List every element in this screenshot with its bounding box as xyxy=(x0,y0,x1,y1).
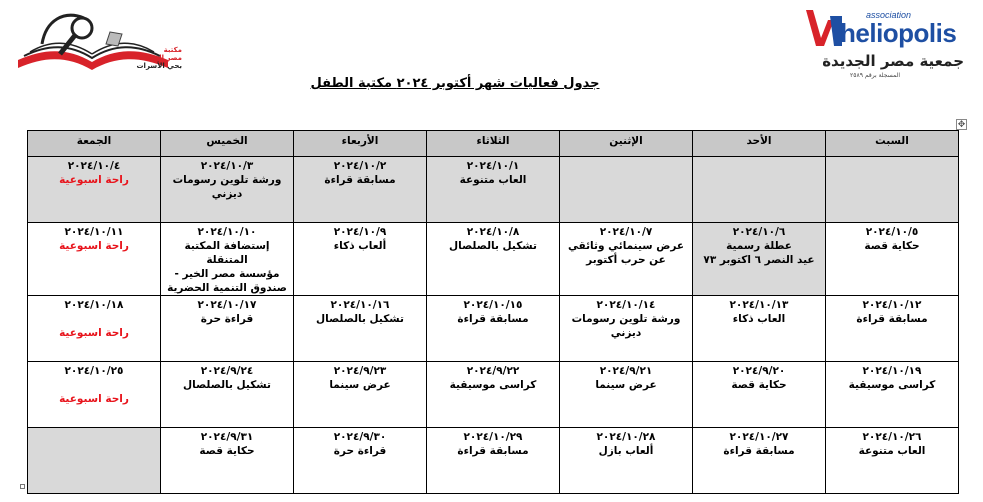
weekly-rest-label xyxy=(31,312,157,326)
cell-date: ٢٠٢٤/١٠/٧ xyxy=(599,226,653,238)
cell-date: ٢٠٢٤/١٠/٣ xyxy=(200,160,254,172)
activity-label: ألعاب بازل xyxy=(598,445,654,457)
activity-label: مسابقة قراءة xyxy=(457,313,529,325)
cell-date: ٢٠٢٤/١٠/١٣ xyxy=(729,299,789,311)
day-cell xyxy=(28,157,161,223)
activity-label: حكاية قصة xyxy=(864,240,920,252)
activity-label: تشكيل بالصلصال xyxy=(183,379,271,391)
day-cell xyxy=(693,223,826,296)
day-cell xyxy=(28,428,161,494)
cell-date: ٢٠٢٤/١٠/٢٨ xyxy=(596,431,656,443)
book-pen-icon xyxy=(10,4,182,84)
cell-date: ٢٠٢٤/١٠/١٥ xyxy=(463,299,523,311)
cell-date: ٢٠٢٤/١٠/٥ xyxy=(865,226,919,238)
weekly-rest-label: راحة اسبوعية xyxy=(59,240,129,252)
day-cell xyxy=(294,362,427,428)
cell-date: ٢٠٢٤/١٠/٢٩ xyxy=(463,431,523,443)
activity-label: العاب متنوعة xyxy=(858,445,926,457)
logo-left-line2: مصر الجديدة xyxy=(139,54,182,62)
activity-label: عرض سينما xyxy=(329,379,391,391)
cell-date: ٢٠٢٤/٩/٢١ xyxy=(599,365,653,377)
day-cell xyxy=(427,428,560,494)
cell-date: ٢٠٢٤/٩/٢٤ xyxy=(200,365,254,377)
logo-association-text: association xyxy=(866,10,912,20)
activity-label: ألعاب ذكاء xyxy=(333,240,387,252)
cell-date: ٢٠٢٤/١٠/١٤ xyxy=(596,299,656,311)
weekly-rest-label: راحة اسبوعية xyxy=(59,327,129,339)
cell-date: ٢٠٢٤/١٠/١٨ xyxy=(64,299,124,311)
logo-registration: المسجلة برقم ٢٥٨٩ xyxy=(850,72,900,79)
day-cell xyxy=(560,362,693,428)
day-cell xyxy=(161,362,294,428)
day-cell xyxy=(826,157,959,223)
activity-label: إستضافة المكتبة المتنقلة xyxy=(184,240,270,266)
week-row xyxy=(28,428,959,494)
cell-date: ٢٠٢٤/١٠/١٦ xyxy=(330,299,390,311)
day-cell xyxy=(826,428,959,494)
cell-date: ٢٠٢٤/١٠/٢٧ xyxy=(729,431,789,443)
library-logo xyxy=(10,4,182,84)
day-cell xyxy=(294,296,427,362)
day-cell xyxy=(693,428,826,494)
activity-label: صندوق التنمية الحضرية xyxy=(167,282,287,294)
day-cell xyxy=(560,223,693,296)
day-cell xyxy=(826,362,959,428)
day-header: الإثنين xyxy=(560,131,693,157)
activity-label: حكاية قصة xyxy=(199,445,255,457)
activity-label: ديزني xyxy=(610,327,642,339)
activity-label: مسابقة قراءة xyxy=(457,445,529,457)
cell-date: ٢٠٢٤/٩/٣١ xyxy=(200,431,254,443)
logo-left-line3: بحي الأسرات xyxy=(136,62,182,70)
day-cell xyxy=(427,157,560,223)
activity-label: كراسى موسيقية xyxy=(449,379,537,391)
day-header: الأحد xyxy=(693,131,826,157)
activity-label: عرض سينما xyxy=(595,379,657,391)
day-cell xyxy=(161,296,294,362)
day-cell xyxy=(826,296,959,362)
logo-left-line1: مكتبة xyxy=(163,46,182,54)
logo-brand-text: heliopolis xyxy=(840,18,957,48)
day-cell xyxy=(693,157,826,223)
activity-label: ورشة تلوين رسومات xyxy=(571,313,681,325)
day-cell xyxy=(560,157,693,223)
day-cell xyxy=(693,362,826,428)
day-cell xyxy=(427,362,560,428)
activity-label: مسابقة قراءة xyxy=(324,174,396,186)
day-cell xyxy=(28,362,161,428)
activity-label: تشكيل بالصلصال xyxy=(316,313,404,325)
weekly-rest-label xyxy=(31,378,157,392)
activity-label: عن حرب أكتوبر xyxy=(586,254,666,266)
day-cell xyxy=(28,223,161,296)
cell-date: ٢٠٢٤/١٠/١ xyxy=(466,160,520,172)
day-cell xyxy=(161,223,294,296)
week-row xyxy=(28,157,959,223)
cell-date: ٢٠٢٤/١٠/٩ xyxy=(333,226,387,238)
day-cell xyxy=(427,296,560,362)
day-cell xyxy=(28,296,161,362)
day-cell xyxy=(294,428,427,494)
day-header: الثلاثاء xyxy=(427,131,560,157)
cell-date: ٢٠٢٤/٩/٣٠ xyxy=(333,431,387,443)
day-cell xyxy=(560,428,693,494)
day-cell xyxy=(427,223,560,296)
day-header: الأربعاء xyxy=(294,131,427,157)
day-cell xyxy=(693,296,826,362)
weekly-rest-label: راحة اسبوعية xyxy=(59,393,129,405)
activity-label: قراءة حرة xyxy=(333,445,387,457)
cell-date: ٢٠٢٤/٩/٢٣ xyxy=(333,365,387,377)
day-header: السبت xyxy=(826,131,959,157)
cell-date: ٢٠٢٤/١٠/٦ xyxy=(732,226,786,238)
association-logo xyxy=(800,4,970,84)
cell-date: ٢٠٢٤/١٠/١٢ xyxy=(862,299,922,311)
day-cell xyxy=(560,296,693,362)
schedule-table xyxy=(27,130,959,494)
activity-label: تشكيل بالصلصال xyxy=(449,240,537,252)
activity-label: قراءة حرة xyxy=(200,313,254,325)
activity-label: العاب ذكاء xyxy=(732,313,786,325)
day-header: الجمعة xyxy=(28,131,161,157)
activity-label: عطلة رسمية xyxy=(726,240,792,252)
cell-date: ٢٠٢٤/١٠/١٩ xyxy=(862,365,922,377)
activity-label: عيد النصر ٦ اكتوبر ٧٣ xyxy=(703,254,815,266)
cell-date: ٢٠٢٤/١٠/٢ xyxy=(333,160,387,172)
header-row xyxy=(28,131,959,157)
activity-label: حكاية قصة xyxy=(731,379,787,391)
cell-date: ٢٠٢٤/١٠/١٧ xyxy=(197,299,257,311)
cell-date: ٢٠٢٤/٩/٢٠ xyxy=(732,365,786,377)
day-cell xyxy=(294,157,427,223)
activity-label: العاب متنوعة xyxy=(459,174,527,186)
cell-date: ٢٠٢٤/١٠/٢٦ xyxy=(862,431,922,443)
activity-label: ورشة تلوين رسومات xyxy=(172,174,282,186)
day-header: الخميس xyxy=(161,131,294,157)
logo-arabic-name: جمعية مصر الجديدة xyxy=(822,52,964,70)
week-row xyxy=(28,362,959,428)
day-cell xyxy=(294,223,427,296)
activity-label: مسابقة قراءة xyxy=(856,313,928,325)
week-row xyxy=(28,296,959,362)
cell-date: ٢٠٢٤/١٠/٤ xyxy=(67,160,121,172)
day-cell xyxy=(161,157,294,223)
day-cell xyxy=(161,428,294,494)
page-title: جدول فعاليات شهر أكتوبر ٢٠٢٤ مكتبة الطفل xyxy=(310,76,600,91)
activity-label: عرض سينمائي وثائقي xyxy=(567,240,685,252)
activity-label: مسابقة قراءة xyxy=(723,445,795,457)
cell-date: ٢٠٢٤/٩/٢٢ xyxy=(466,365,520,377)
activity-label: ديزني xyxy=(211,188,243,200)
cell-date: ٢٠٢٤/١٠/٨ xyxy=(466,226,520,238)
table-move-handle-icon[interactable]: ✥ xyxy=(957,120,966,130)
day-cell xyxy=(826,223,959,296)
cell-date: ٢٠٢٤/١٠/١٠ xyxy=(197,226,257,238)
week-row xyxy=(28,223,959,296)
weekly-rest-label: راحة اسبوعية xyxy=(59,174,129,186)
cell-date: ٢٠٢٤/١٠/٢٥ xyxy=(64,365,124,377)
activity-label: مؤسسة مصر الخير - xyxy=(174,268,280,280)
page-corner-marker xyxy=(20,484,25,489)
cell-date: ٢٠٢٤/١٠/١١ xyxy=(64,226,124,238)
activity-label: كراسى موسيقية xyxy=(848,379,936,391)
